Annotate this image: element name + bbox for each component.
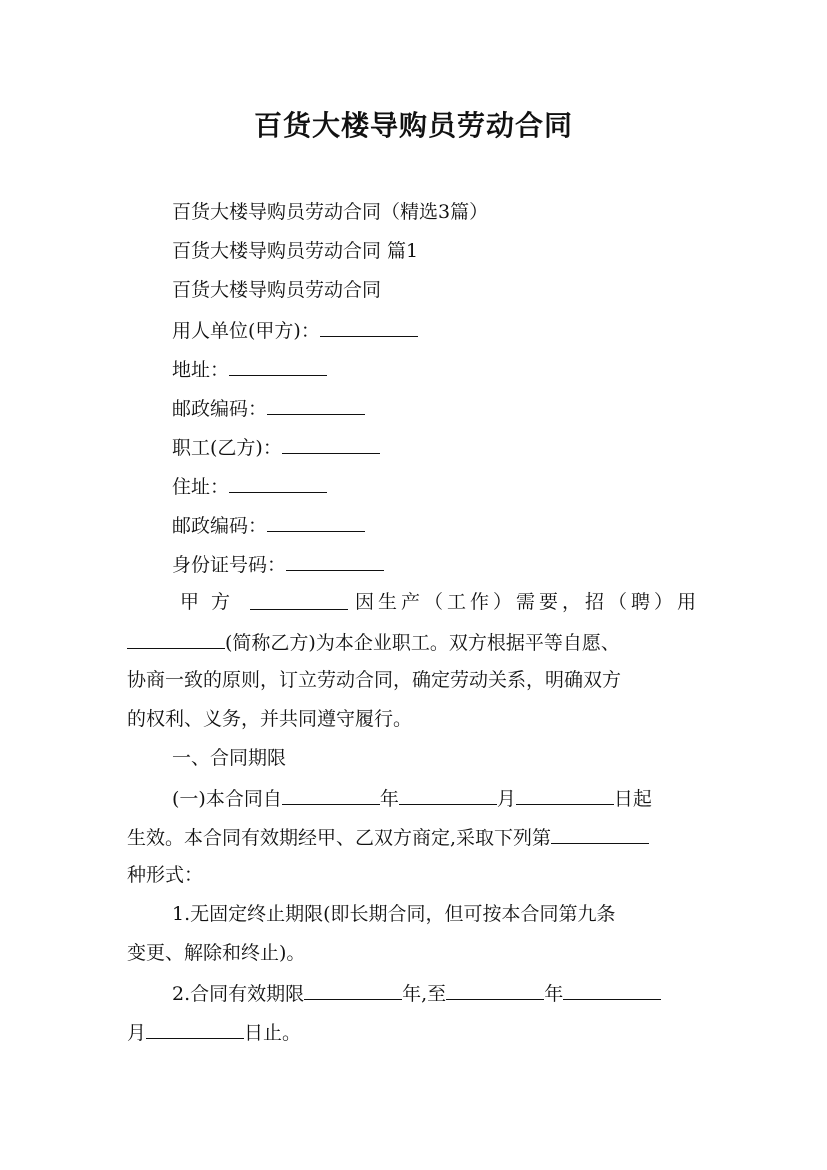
item2-line2 [127,1018,301,1046]
item1-line2: 变更、解除和终止)。 [127,942,306,964]
para1-text-a: 甲方 [180,591,243,613]
para1-text-l2: (简称乙方)为本企业职工。双方根据平等自愿、 [225,632,620,654]
employee-blank [282,433,380,454]
para1-line1 [180,589,700,615]
para2-text-d: 日起 [613,788,652,810]
address-label: 地址： [172,359,230,381]
address-blank [229,355,327,376]
residence-label: 住址： [172,476,230,498]
employee-field [172,433,380,461]
postcode-blank-2 [267,511,365,532]
postcode-field-1 [172,394,365,422]
postcode-blank-1 [267,394,365,415]
employer-field [172,316,418,344]
item2-text-c: 年 [544,983,564,1005]
para2-line1 [172,784,652,812]
postcode-label-2: 邮政编码： [172,515,268,537]
item2-text-l2a: 月 [127,1022,147,1044]
id-number-label: 身份证号码： [172,554,287,576]
employee-label: 职工(乙方)： [172,437,282,459]
para2-blank-year [282,784,380,805]
item2-text-a: 2.合同有效期限 [172,983,305,1005]
postcode-field-2 [172,511,365,539]
para2-blank-form [551,823,649,844]
subtitle: 百货大楼导购员劳动合同（精选3篇） [172,201,489,223]
residence-blank [229,472,327,493]
para2-line2 [127,823,649,851]
para1-line2 [127,628,620,656]
id-number-field [172,550,384,578]
address-field [172,355,327,383]
para2-text-b: 年 [379,788,399,810]
heading-term: 一、合同期限 [172,747,287,769]
para2-blank-day [516,784,614,805]
postcode-label-1: 邮政编码： [172,398,268,420]
item2-blank-1 [304,979,402,1000]
para1-blank-1 [250,589,348,610]
employer-label: 用人单位(甲方)： [172,320,320,342]
item2-line1 [172,979,661,1007]
para1-blank-2 [127,628,225,649]
document-title: 百货大楼导购员劳动合同 [253,109,573,142]
contract-name: 百货大楼导购员劳动合同 [172,279,382,301]
para2-text-l2: 生效。本合同有效期经甲、乙双方商定,采取下列第 [127,827,552,849]
item2-blank-3 [563,979,661,1000]
employer-blank [320,316,418,337]
item2-text-l2b: 日止。 [244,1022,302,1044]
item2-blank-4 [146,1018,244,1039]
para2-blank-month [399,784,497,805]
item1-line1: 1.无固定终止期限(即长期合同，但可按本合同第九条 [172,903,616,925]
section-heading: 百货大楼导购员劳动合同 篇1 [172,240,419,262]
para1-line3: 协商一致的原则，订立劳动合同，确定劳动关系，明确双方 [127,669,622,691]
para2-text-a: (一)本合同自 [172,788,282,810]
item2-blank-2 [446,979,544,1000]
para2-text-c: 月 [496,788,516,810]
residence-field [172,472,327,500]
id-number-blank [286,550,384,571]
para2-line3: 种形式： [127,864,204,886]
para1-text-b: 因生产（工作）需要，招（聘）用 [354,591,700,613]
item2-text-b: 年,至 [402,983,447,1005]
para1-line4: 的权利、义务，并共同遵守履行。 [127,708,413,730]
